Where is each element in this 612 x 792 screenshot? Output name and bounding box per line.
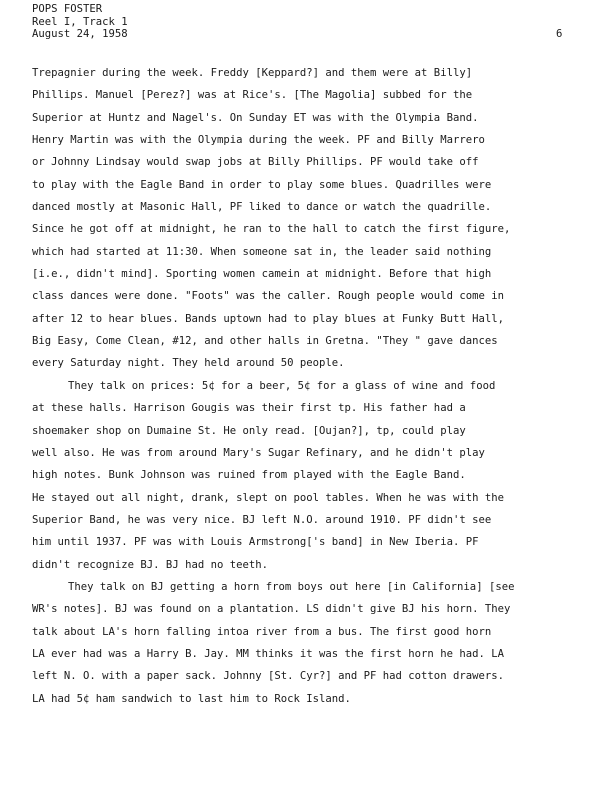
transcript-line: class dances were done. "Foots" was the caller. Rough people would come in bbox=[32, 290, 504, 303]
transcript-line: Big Easy, Come Clean, #12, and other halls in Gretna. "They " gave dances bbox=[32, 335, 498, 348]
transcript-line: Superior at Huntz and Nagel's. On Sunday ET was with the Olympia Band. bbox=[32, 111, 479, 124]
transcript-line: to play with the Eagle Band in order to play some blues. Quadrilles were bbox=[32, 178, 492, 191]
transcript-line: Superior Band, he was very nice. BJ left N.O. around 1910. PF didn't see bbox=[32, 513, 492, 526]
transcript-line: high notes. Bunk Johnson was ruined from played with the Eagle Band. bbox=[32, 469, 466, 482]
transcript-line: Trepagnier during the week. Freddy [Keppard?] and them were at Billy] bbox=[32, 67, 473, 79]
transcript-line: left N. O. with a paper sack. Johnny [St. Cyr?] and PF had cotton drawers. bbox=[32, 670, 504, 683]
transcript-paragraph bbox=[32, 576, 592, 710]
transcript-line: danced mostly at Masonic Hall, PF liked to dance or watch the quadrille. bbox=[32, 201, 492, 214]
transcript-paragraph bbox=[32, 375, 592, 576]
transcript-line: shoemaker shop on Dumaine St. He only read. [Oujan?], tp, could play bbox=[32, 424, 466, 437]
header-title: POPS FOSTER bbox=[32, 3, 103, 15]
transcript-line: talk about LA's horn falling intoa river from a bus. The first good horn bbox=[32, 625, 492, 638]
transcript-line: They talk on prices: 5¢ for a beer, 5¢ for a glass of wine and food bbox=[68, 379, 496, 392]
transcript-line: at these halls. Harrison Gougis was their first tp. His father had a bbox=[32, 402, 466, 415]
transcript-line: [i.e., didn't mind]. Sporting women camein at midnight. Before that high bbox=[32, 268, 492, 281]
transcript-line: Since he got off at midnight, he ran to the hall to catch the first figure, bbox=[32, 223, 511, 236]
transcript-line: They talk on BJ getting a horn from boys out here [in California] [see bbox=[68, 580, 515, 593]
transcript-line: him until 1937. PF was with Louis Armstrong['s band] in New Iberia. PF bbox=[32, 536, 479, 549]
transcript-line: Henry Martin was with the Olympia during the week. PF and Billy Marrero bbox=[32, 134, 485, 147]
document-header bbox=[32, 3, 128, 41]
transcript-line: well also. He was from around Mary's Sugar Refinary, and he didn't play bbox=[32, 446, 485, 459]
transcript-line: after 12 to hear blues. Bands uptown had to play blues at Funky Butt Hall, bbox=[32, 312, 504, 325]
transcript-line: WR's notes]. BJ was found on a plantation. LS didn't give BJ his horn. They bbox=[32, 603, 511, 616]
transcript-line: every Saturday night. They held around 50 people. bbox=[32, 357, 345, 370]
transcript-line: which had started at 11:30. When someone sat in, the leader said nothing bbox=[32, 245, 492, 258]
transcript-paragraph bbox=[32, 62, 592, 375]
transcript-line: LA had 5¢ ham sandwich to last him to Rock Island. bbox=[32, 692, 351, 705]
transcript-line: or Johnny Lindsay would swap jobs at Billy Phillips. PF would take off bbox=[32, 156, 479, 169]
page-number: 6 bbox=[556, 28, 563, 40]
transcript-line: Phillips. Manuel [Perez?] was at Rice's. [The Magolia] subbed for the bbox=[32, 89, 473, 102]
transcript-line: didn't recognize BJ. BJ had no teeth. bbox=[32, 558, 268, 571]
header-date: August 24, 1958 bbox=[32, 28, 128, 40]
header-reel: Reel I, Track 1 bbox=[32, 15, 128, 28]
transcript-line: He stayed out all night, drank, slept on pool tables. When he was with the bbox=[32, 491, 504, 504]
transcript-body bbox=[32, 62, 592, 710]
transcript-line: LA ever had was a Harry B. Jay. MM thinks it was the first horn he had. LA bbox=[32, 647, 504, 660]
